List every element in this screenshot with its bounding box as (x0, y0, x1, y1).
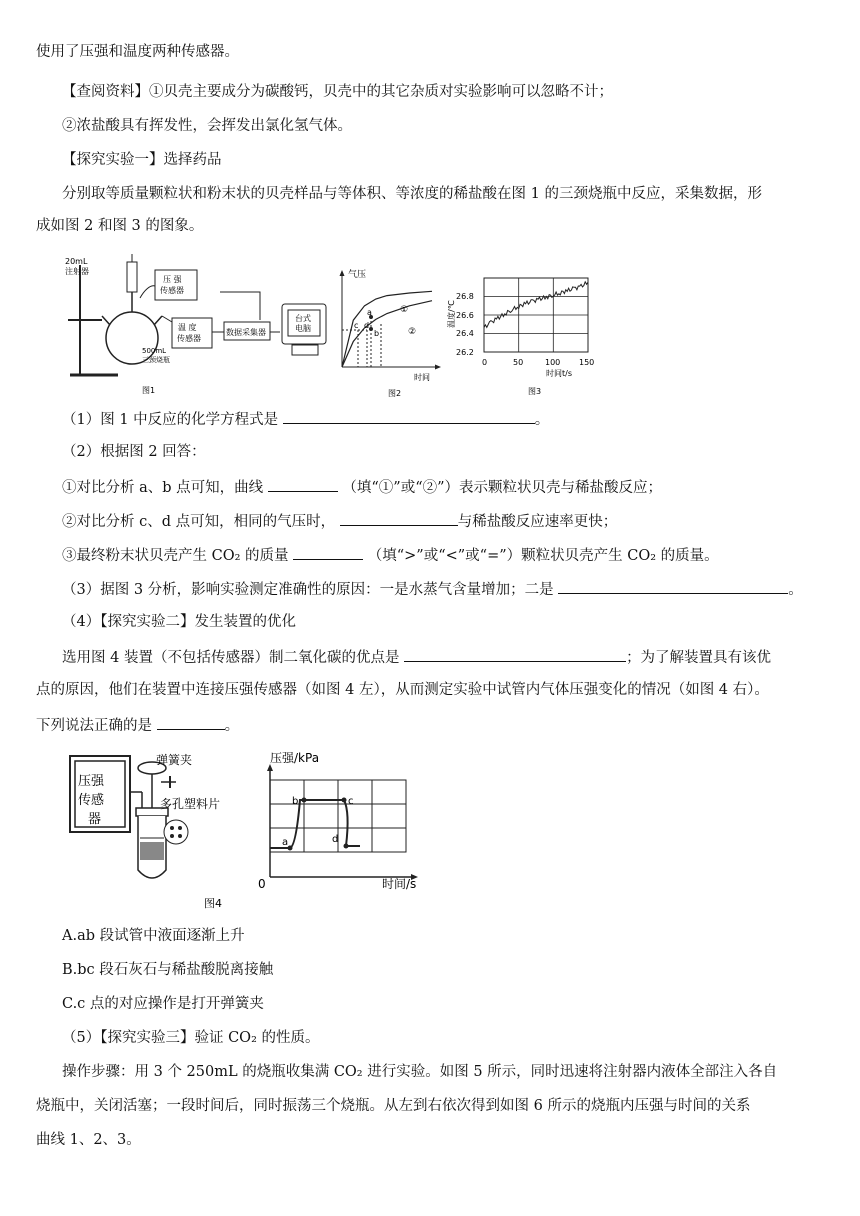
point-c-label: c (354, 321, 359, 330)
point-c-marker (342, 798, 347, 803)
y-axis-label: 温度/℃ (447, 300, 456, 328)
point-d-label: d (364, 321, 370, 330)
question-1 (62, 408, 549, 430)
question-2-3-end: （填“>”或“<”或“=”）颗粒状贝壳产生 CO₂ 的质量。 (367, 548, 719, 564)
question-2: （2）根据图 2 回答： (62, 444, 206, 460)
point-d-label: d (332, 834, 339, 845)
y-tick: 26.4 (456, 329, 474, 338)
question-4-text-cont: ；为了解装置具有该优 (626, 650, 772, 666)
point-c-label: c (348, 796, 354, 807)
option-b[interactable]: B.bc 段石灰石与稀盐酸脱离接触 (62, 962, 274, 978)
x-tick: 0 (482, 358, 488, 367)
figure-4-diagram (64, 752, 420, 914)
experiment-1-desc: 分别取等质量颗粒状和粉末状的贝壳样品与等体积、等浓度的稀盐酸在图 1 的三颈烧瓶中反应，采集数据，形 (62, 186, 762, 202)
question-3-end: 。 (788, 582, 803, 598)
pressure-time-chart (330, 262, 442, 400)
question-4-line-3 (36, 714, 239, 736)
x-axis-label: 时间/s (382, 877, 417, 891)
answer-blank-2-1[interactable] (268, 476, 338, 492)
answer-blank-1[interactable] (283, 408, 535, 424)
answer-blank-4-2[interactable] (157, 714, 225, 730)
curve-1-label: ① (400, 305, 409, 315)
answer-blank-2-2[interactable] (340, 510, 458, 526)
answer-blank-2-3[interactable] (293, 544, 363, 560)
answer-blank-3[interactable] (558, 578, 788, 594)
question-2-2 (62, 510, 617, 532)
point-a-label: a (367, 308, 372, 317)
figure-3-caption: 图3 (528, 387, 542, 396)
x-tick: 50 (513, 358, 524, 367)
question-1-end: 。 (534, 412, 550, 428)
question-2-1-end: （填“①”或“②”）表示颗粒状贝壳与稀盐酸反应； (342, 480, 663, 496)
reference-item-1: 【查阅资料】①贝壳主要成分为碳酸钙，贝壳中的其它杂质对实验影响可以忽略不计； (62, 84, 613, 100)
point-b-marker (302, 798, 307, 803)
data-collector-label: 数据采集器 (226, 328, 266, 337)
question-4-line-1 (62, 646, 771, 668)
question-2-1-text: ①对比分析 a、b 点可知，曲线 (62, 480, 264, 496)
apparatus-diagram (60, 250, 360, 400)
question-3 (62, 578, 803, 600)
figure-4-caption: 图4 (204, 897, 222, 910)
x-axis-label: 时间t/s (546, 369, 572, 378)
question-5: （5）【探究实验三】验证 CO₂ 的性质。 (62, 1030, 320, 1046)
temperature-sensor-label: 温 度 (178, 323, 197, 332)
question-2-3-text: ③最终粉末状贝壳产生 CO₂ 的质量 (62, 548, 289, 564)
syringe-label: 20mL (65, 257, 88, 266)
point-a-label: a (282, 837, 289, 848)
syringe-label-2: 注射器 (65, 267, 89, 276)
flask-label-2: 三颈烧瓶 (142, 356, 170, 364)
question-2-1 (62, 476, 662, 498)
reference-item-2: ②浓盐酸具有挥发性，会挥发出氯化氢气体。 (62, 118, 352, 134)
text-continuation: 使用了压强和温度两种传感器。 (36, 44, 239, 60)
figure-2-caption: 图2 (388, 389, 402, 398)
question-4-text: 选用图 4 装置（不包括传感器）制二氧化碳的优点是 (62, 650, 400, 666)
point-b-label: b (374, 329, 380, 338)
curve-2-label: ② (408, 327, 417, 337)
figure-2 (330, 262, 442, 400)
question-2-3 (62, 544, 719, 566)
y-axis-label: 压强/kPa (270, 751, 320, 765)
question-2-2-text: ②对比分析 c、d 点可知，相同的气压时， (62, 514, 336, 530)
y-tick: 26.6 (456, 311, 474, 320)
x-tick: 100 (545, 358, 561, 367)
sensor-label-1: 压强 (78, 774, 105, 789)
y-axis-label: 气压 (348, 270, 367, 280)
question-2-2-end: 与稀盐酸反应速率更快； (457, 514, 618, 530)
temperature-curve (484, 282, 588, 328)
question-4: （4）【探究实验二】发生装置的优化 (62, 614, 296, 630)
y-tick: 26.8 (456, 292, 474, 301)
spring-clip-label: 弹簧夹 (156, 753, 193, 767)
point-b-label: b (292, 796, 299, 807)
temperature-sensor-label-2: 传感器 (177, 334, 201, 343)
flask-label: 500mL (142, 347, 167, 355)
figure-1-caption: 图1 (142, 386, 156, 395)
origin-label: 0 (258, 877, 266, 891)
sensor-label-2: 传感 (78, 793, 105, 808)
pressure-curve-2 (342, 301, 432, 367)
pressure-sensor-label-2: 传感器 (160, 286, 184, 295)
temperature-time-chart (448, 272, 600, 400)
operation-step-1: 操作步骤：用 3 个 250mL 的烧瓶收集满 CO₂ 进行实验。如图 5 所示，同时迅速将注射器内液体全部注入各自 (62, 1064, 778, 1080)
point-a-marker (288, 846, 293, 851)
question-1-text: （1）图 1 中反应的化学方程式是 (62, 412, 279, 428)
sensor-label-3: 器 (88, 812, 102, 827)
question-3-text: （3）据图 3 分析，影响实验测定准确性的原因：一是水蒸气含量增加；二是 (62, 582, 554, 598)
question-4-end: 。 (224, 718, 240, 734)
option-a[interactable]: A.ab 段试管中液面逐渐上升 (62, 928, 245, 944)
experiment-1-desc-cont: 成如图 2 和图 3 的图象。 (36, 218, 204, 234)
pressure-sensor-label: 压 强 (163, 275, 182, 284)
figure-4 (64, 752, 420, 914)
question-4-line-2: 点的原因，他们在装置中连接压强传感器（如图 4 左），从而测定实验中试管内气体压强变化的情况（如图 4 右）。 (36, 682, 769, 698)
y-tick: 26.2 (456, 348, 474, 357)
answer-blank-4-1[interactable] (404, 646, 626, 662)
x-tick: 150 (579, 358, 595, 367)
figure-1 (60, 250, 360, 400)
computer-label-2: 电脑 (295, 324, 311, 333)
operation-step-2: 烧瓶中，关闭活塞；一段时间后，同时振荡三个烧瓶。从左到右依次得到如图 6 所示的烧瓶内压强与时间的关系 (36, 1098, 751, 1114)
point-b-marker (369, 327, 373, 331)
option-c[interactable]: C.c 点的对应操作是打开弹簧夹 (62, 996, 264, 1012)
question-4-prompt: 下列说法正确的是 (36, 718, 152, 734)
temperature-series-line (484, 282, 588, 328)
figure-3 (448, 272, 600, 400)
x-axis-label: 时间 (414, 373, 430, 382)
experiment-1-heading: 【探究实验一】选择药品 (62, 152, 222, 168)
operation-step-3: 曲线 1、2、3。 (36, 1132, 141, 1148)
point-d-marker (344, 844, 349, 849)
computer-label: 台式 (295, 314, 311, 323)
porous-plate-label: 多孔塑料片 (160, 797, 221, 811)
